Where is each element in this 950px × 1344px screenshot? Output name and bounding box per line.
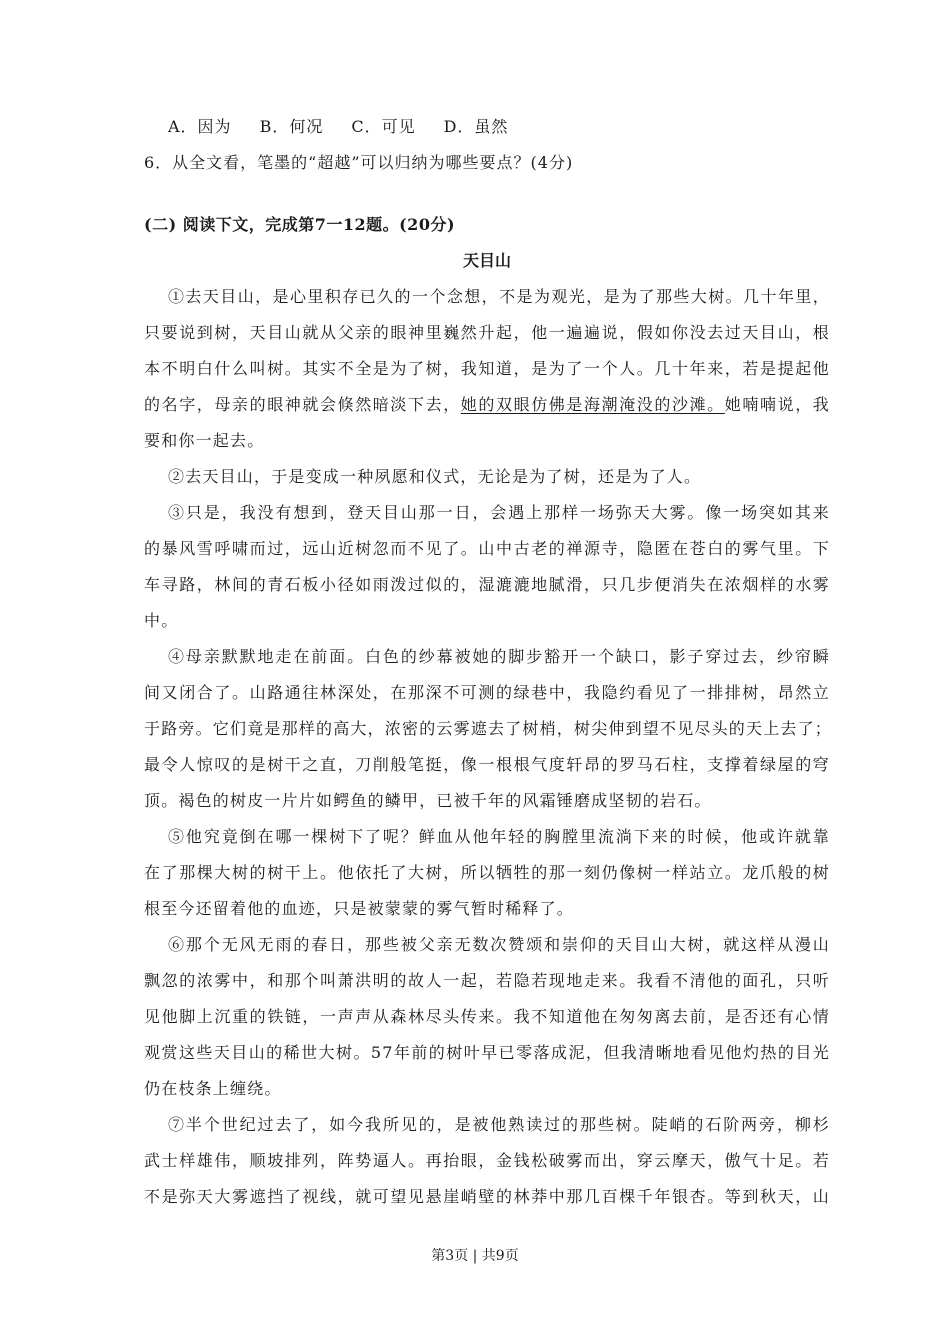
text-line: ⑥那个无风无雨的春日，那些被父亲无数次赞颂和崇仰的天目山大树，就这样从漫山 [168,935,830,954]
option-b: B．何况 [259,117,324,136]
text-line: 车寻路，林间的青石板小径如雨泼过似的，湿漉漉地腻滑，只几步便消失在浓烟样的水雾 [144,575,830,594]
text-line: ④母亲默默地走在前面。白色的纱幕被她的脚步豁开一个缺口，影子穿过去，纱帘瞬 [168,647,830,666]
text-line: 根至今还留着他的血迹，只是被蒙蒙的雾气暂时稀释了。 [144,899,575,918]
text-line: 不是弥天大雾遮挡了视线，就可望见悬崖峭壁的林莽中那几百棵千年银杏。等到秋天，山 [144,1187,830,1206]
text-line: ①去天目山，是心里积存已久的一个念想，不是为观光，是为了那些大树。几十年里， [168,287,830,306]
text-line: 武士样雄伟，顺坡排列，阵势逼人。再抬眼，金钱松破雾而出，穿云摩天，傲气十足。若 [144,1151,830,1170]
text-line: 的暴风雪呼啸而过，远山近树忽而不见了。山中古老的禅源寺，隐匿在苍白的雾气里。下 [144,539,830,558]
article-body [144,459,833,1215]
text-line: 仍在枝条上缠绕。 [144,1079,282,1098]
paragraph-7 [144,1107,830,1215]
text-line: 本不明白什么叫树。其实不全是为了树，我知道，是为了一个人。几十年来，若是提起他 [144,359,830,378]
text-line: 于路旁。它们竟是那样的高大，浓密的云雾遮去了树梢，树尖伸到望不见尽头的天上去了； [144,719,833,738]
section-heading: (二) 阅读下文，完成第7一12题。(20分) [144,215,456,234]
question-6: 6．从全文看，笔墨的“超越”可以归纳为哪些要点？(4分) [144,153,574,172]
text-line: 观赏这些天目山的稀世大树。57年前的树叶早已零落成泥，但我清晰地看见他灼热的目光 [144,1043,830,1062]
underlined-sentence: 她的双眼仿佛是海潮淹没的沙滩。 [460,395,725,414]
text-segment: 的名字，母亲的眼神就会倏然暗淡下去， [144,395,461,414]
option-a: A．因为 [168,117,232,136]
option-d: D．虽然 [443,117,509,136]
text-line: 顶。褐色的树皮一片片如鳄鱼的鳞甲，已被千年的风霜锤磨成坚韧的岩石。 [144,791,712,810]
text-line: 最令人惊叹的是树干之直，刀削般笔挺，像一根根气度轩昂的罗马石柱，支撑着绿屋的穹 [144,755,830,774]
article-title: 天目山 [462,251,511,270]
text-line: ②去天目山，于是变成一种夙愿和仪式，无论是为了树，还是为了人。 [168,467,702,486]
text-line: 在了那棵大树的树干上。他依托了大树，所以牺牲的那一刻仍像树一样站立。龙爪般的树 [144,863,830,882]
text-segment: 她喃喃说，我 [724,395,830,414]
text-line: ⑤他究竟倒在哪一棵树下了呢？鲜血从他年轻的胸膛里流淌下来的时候，他或许就靠 [168,827,830,846]
paragraph-6 [144,927,830,1107]
paragraph-1 [144,279,830,459]
text-line: 飘忽的浓雾中，和那个叫萧洪明的故人一起，若隐若现地走来。我看不清他的面孔，只听 [144,971,830,990]
text-line: 要和你一起去。 [144,431,265,450]
text-line [144,387,830,423]
text-line: ⑦半个世纪过去了，如今我所见的，是被他熟读过的那些树。陡峭的石阶两旁，柳杉 [168,1115,830,1134]
text-line: 中。 [144,611,179,630]
paragraph-4 [144,639,833,819]
page-footer: 第3页 | 共9页 [431,1248,519,1264]
text-line: 见他脚上沉重的铁链，一声声从森林尽头传来。我不知道他在匆匆离去前，是否还有心情 [144,1007,830,1026]
text-line: ③只是，我没有想到，登天目山那一日，会遇上那样一场弥天大雾。像一场突如其来 [168,503,830,522]
text-line: 间又闭合了。山路通往林深处，在那深不可测的绿巷中，我隐约看见了一排排树，昂然立 [144,683,830,702]
paragraph-3 [144,495,830,639]
paragraph-2 [144,459,830,495]
answer-options [144,109,830,145]
document-page [144,109,833,1215]
text-line: 只要说到树，天目山就从父亲的眼神里巍然升起，他一遍遍说，假如你没去过天目山，根 [144,323,830,342]
paragraph-5 [144,819,830,927]
option-c: C．可见 [351,117,416,136]
